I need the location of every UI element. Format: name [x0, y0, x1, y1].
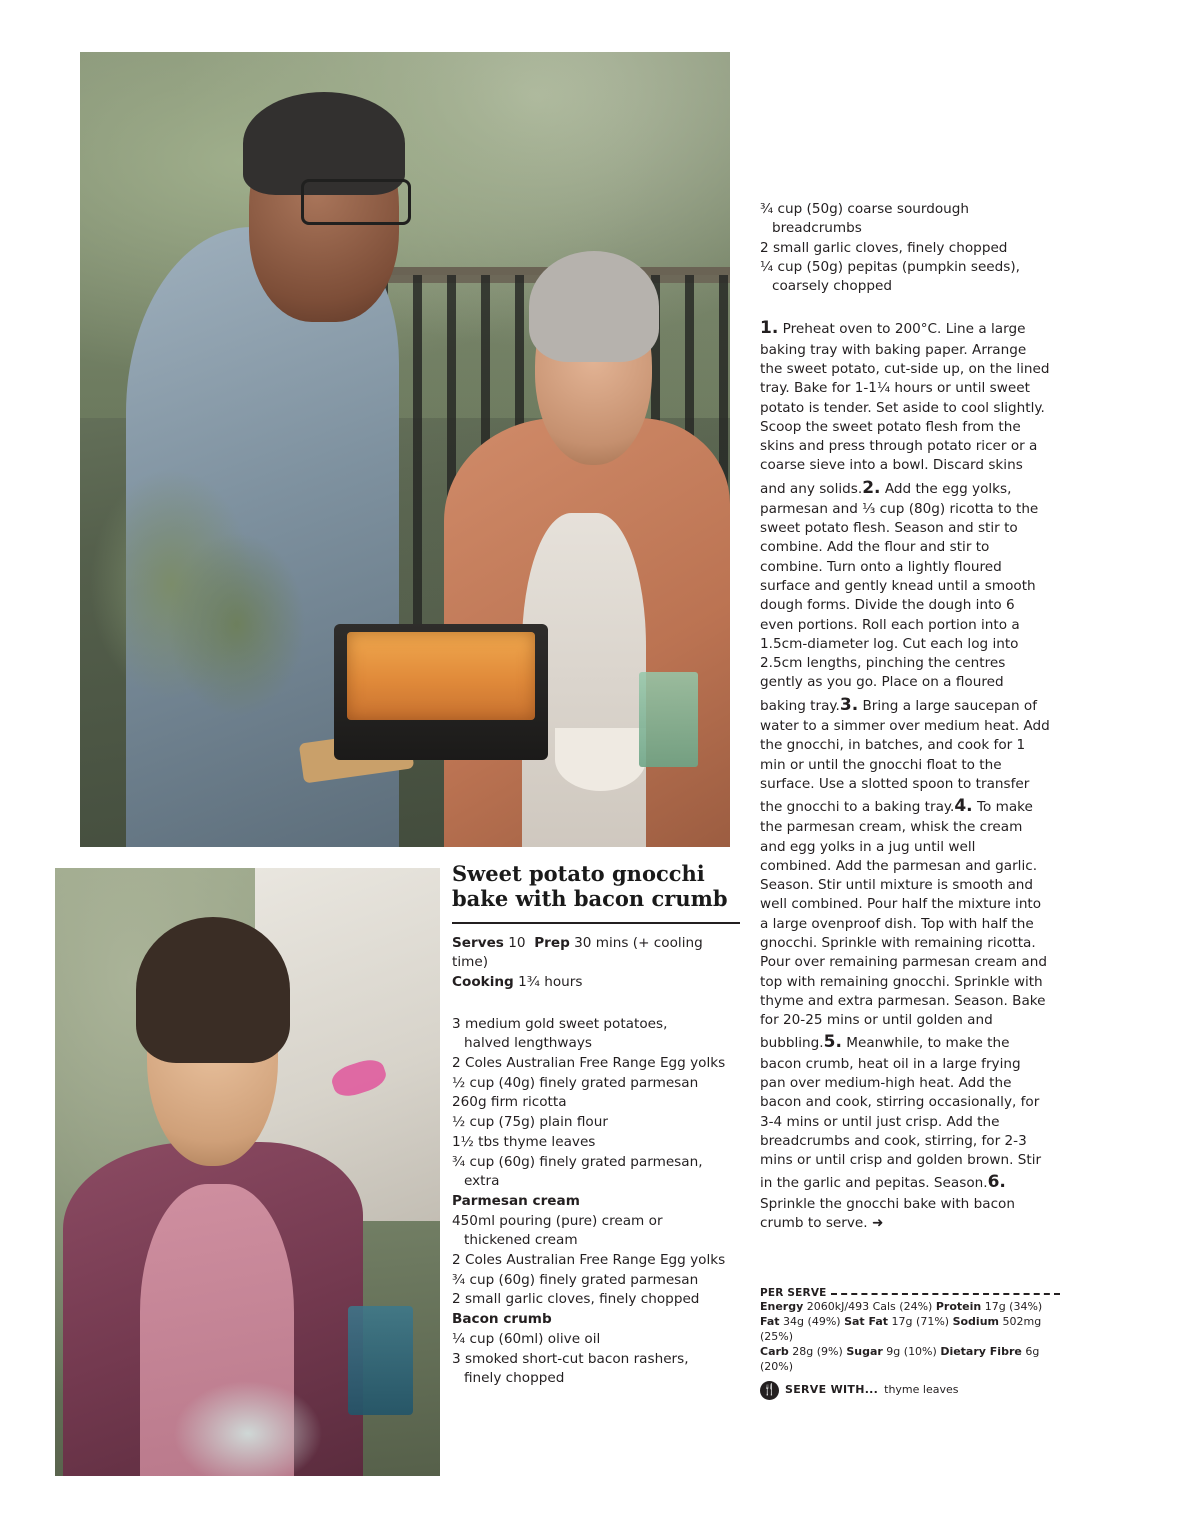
step-number: 5.	[823, 1032, 842, 1053]
nutrition-label: Sodium	[952, 1315, 999, 1329]
nutrition-line	[760, 1345, 1060, 1375]
step-text: Meanwhile, to make the bacon crumb, heat oil in a large frying pan over medium-high heat. Add the bacon and cook, stirring occasionally, for 3-4 mins or until just crisp. Add the breadcrumbs and cook, stirring, for 2-3 mins or until crisp and golden brown. Stir in the garlic and pepitas. Season.	[760, 1035, 1042, 1192]
teal-glass	[348, 1306, 413, 1415]
nutrition-heading-label: PER SERVE	[760, 1287, 827, 1299]
serve-with-row	[760, 1381, 1060, 1400]
woman-hair	[529, 251, 659, 362]
ingredient-line: 2 small garlic cloves, finely chopped	[760, 239, 1008, 256]
ingredient-line: 2 Coles Australian Free Range Egg yolks	[452, 1055, 726, 1072]
photo-secondary-bottom	[55, 868, 440, 1476]
recipe-title: Sweet potato gnocchi bake with bacon crumb	[452, 861, 728, 911]
nutrition-value: 28g (9%)	[788, 1344, 847, 1358]
ingredient-line: ¾ cup (50g) coarse sourdough	[760, 201, 970, 217]
nutrition-value: 17g (34%)	[981, 1300, 1043, 1314]
nutrition-label: Carb	[760, 1344, 789, 1358]
ingredient-group-heading: Parmesan cream	[452, 1192, 580, 1209]
step-text: Add the egg yolks, parmesan and ⅓ cup (80g) ricotta to the sweet potato flesh. Season and stir to combine. Add the flour and stir to combine. Turn onto a lightly floured surface and gently knead until a smooth dough forms. Divide the dough into 6 even portions. Roll each portion into a 1.5cm-diameter log. Cut each log into 2.5cm lengths, pinching the centres gently as you go. Place on a floured baking tray.	[760, 480, 1039, 714]
ingredient-line: ¾ cup (60g) finely grated parmesan,	[452, 1153, 703, 1170]
ingredients-continued	[760, 200, 1050, 296]
ingredient-line: ¼ cup (60ml) olive oil	[452, 1330, 601, 1347]
prep-label: Prep	[534, 934, 570, 951]
nutrition-heading	[760, 1286, 1060, 1300]
step-number: 2.	[862, 477, 881, 498]
nutrition-line	[760, 1300, 1060, 1315]
ingredient-line: breadcrumbs	[772, 220, 862, 237]
serve-with-value: thyme leaves	[884, 1383, 959, 1397]
step-text: Bring a large saucepan of water to a simmer over medium heat. Add the gnocchi, in batches, and cook for 1 min or until the gnocchi float to the surface. Use a slotted spoon to transfer the gnocchi to a baking tray.	[760, 697, 1050, 816]
step-text: Preheat oven to 200°C. Line a large baking tray with baking paper. Arrange the sweet potato, cut-side up, on the lined tray. Bake for 1-1¼ hours or until sweet potato is tender. Set aside to cool slightly. Scoop the sweet potato flesh from the skins and press through potato ricer or a coarse sieve into a bowl. Discard skins and any solids.	[760, 321, 1050, 497]
nutrition-value: 502mg (25%)	[760, 1315, 1042, 1343]
nutrition-value: 2060kJ/493 Cals (24%)	[803, 1300, 936, 1314]
ingredient-group-heading: Bacon crumb	[452, 1311, 552, 1328]
nutrition-label: Protein	[935, 1300, 982, 1314]
ingredient-line: 3 smoked short-cut bacon rashers,	[452, 1350, 689, 1367]
gnocchi-bake-food	[347, 632, 536, 719]
ingredient-line: coarsely chopped	[772, 278, 892, 295]
eyeglasses-icon	[301, 179, 411, 225]
nutrition-dashed-rule	[831, 1293, 1060, 1295]
nutrition-label: Sat Fat	[844, 1315, 889, 1329]
continue-arrow-icon: ➜	[871, 1214, 884, 1231]
ingredient-line: 3 medium gold sweet potatoes,	[452, 1015, 668, 1032]
photo-hero-top	[80, 52, 730, 847]
ingredient-line: 450ml pouring (pure) cream or	[452, 1212, 663, 1229]
nutrition-value: 6g (20%)	[760, 1344, 1040, 1373]
ingredient-line: 260g firm ricotta	[452, 1094, 567, 1111]
cooking-label: Cooking	[452, 973, 514, 990]
nutrition-value: 34g (49%)	[779, 1315, 845, 1329]
serves-value: 10	[508, 934, 526, 951]
ingredient-line: halved lengthways	[464, 1035, 592, 1052]
step-number: 6.	[987, 1172, 1006, 1193]
nutrition-line	[760, 1315, 1060, 1345]
ingredient-line: finely chopped	[464, 1370, 565, 1387]
serve-with-label: SERVE WITH...	[785, 1383, 879, 1397]
ingredient-line: ½ cup (75g) plain flour	[452, 1114, 608, 1131]
ingredient-line: ½ cup (40g) finely grated parmesan	[452, 1074, 699, 1091]
method-step	[760, 316, 1050, 1233]
ingredient-line: thickened cream	[464, 1232, 578, 1249]
nutrition-label: Sugar	[846, 1344, 883, 1358]
nutrition-value: 9g (10%)	[882, 1344, 941, 1358]
parmesan-bowl	[555, 728, 646, 792]
serves-label: Serves	[452, 934, 504, 951]
cooking-value: 1¾ hours	[518, 973, 583, 990]
recipe-right-column	[760, 200, 1050, 1233]
title-divider	[452, 922, 740, 924]
flower-bunch	[171, 1379, 325, 1476]
prep-value: 30 mins (+ cooling time)	[452, 934, 703, 971]
ingredient-line: extra	[464, 1173, 500, 1190]
eucalyptus-foliage-right	[165, 529, 308, 720]
step-text: Sprinkle the gnocchi bake with bacon crumb to serve.	[760, 1195, 1015, 1231]
nutrition-panel	[760, 1286, 1060, 1400]
drinking-glass	[639, 672, 698, 767]
nutrition-label: Energy	[760, 1300, 804, 1314]
nutrition-label: Dietary Fibre	[940, 1344, 1022, 1358]
ingredient-line: 1½ tbs thyme leaves	[452, 1133, 596, 1150]
ingredient-line: 2 small garlic cloves, finely chopped	[452, 1291, 700, 1308]
woman-hair	[136, 917, 290, 1063]
ingredients-list	[452, 1015, 740, 1389]
step-text: To make the parmesan cream, whisk the cream and egg yolks in a jug until well combined. Add the parmesan and garlic. Season. Stir until mixture is smooth and well combined. Pour half the mixture into a large ovenproof dish. Top with half the gnocchi. Sprinkle with remaining ricotta. Pour over remaining parmesan cream and top with remaining gnocchi. Sprinkle with thyme and extra parmesan. Season. Bake for 20-25 mins or until golden and bubbling.	[760, 799, 1048, 1052]
recipe-block	[452, 862, 740, 1389]
ingredient-line: 2 Coles Australian Free Range Egg yolks	[452, 1252, 726, 1269]
step-number: 1.	[760, 318, 779, 339]
recipe-meta	[452, 934, 740, 993]
cutlery-icon: 🍴	[760, 1381, 779, 1400]
nutrition-label: Fat	[760, 1315, 780, 1329]
ingredient-line: ¾ cup (60g) finely grated parmesan	[452, 1271, 699, 1288]
nutrition-value: 17g (71%)	[888, 1315, 953, 1329]
step-number: 3.	[839, 694, 859, 715]
ingredient-line: ¼ cup (50g) pepitas (pumpkin seeds),	[760, 258, 1021, 275]
step-number: 4.	[954, 796, 973, 817]
method-steps	[760, 316, 1050, 1233]
